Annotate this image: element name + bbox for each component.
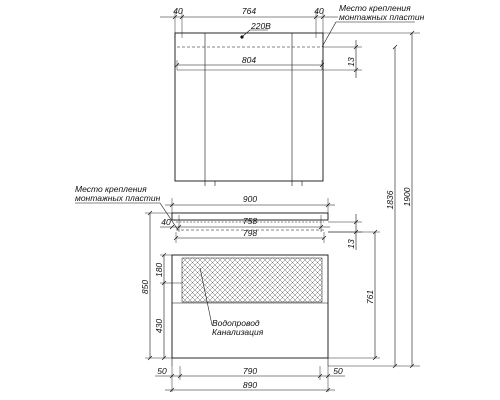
- mount-label-vanity-line1: Место крепления: [75, 184, 147, 194]
- dim-mirror-mount-offset: 13: [346, 57, 356, 67]
- dim-vanity-left-gap: 40: [161, 217, 171, 227]
- vanity-unit: [75, 184, 380, 392]
- mount-label-mirror-line2: монтажных пластин: [339, 12, 425, 22]
- dim-bottom-mid: 790: [242, 366, 258, 376]
- dim-mirror-left-gap: 40: [173, 6, 183, 16]
- dim-vanity-761: 761: [365, 289, 375, 305]
- dim-vanity-850: 850: [140, 279, 150, 295]
- overall-heights: [323, 31, 420, 368]
- power-label: 220В: [251, 21, 271, 31]
- dim-vanity-top-width: 900: [242, 194, 258, 204]
- plumbing-label-line2: Канализация: [212, 327, 264, 337]
- mount-label-vanity-line2: монтажных пластин: [75, 193, 161, 203]
- dim-bottom-left: 50: [157, 366, 167, 376]
- mirror-cabinet: [160, 3, 425, 186]
- mount-label-mirror-line1: Место крепления: [339, 3, 411, 13]
- dim-height-1900: 1900: [402, 187, 412, 207]
- dim-vanity-mount-offset: 13: [346, 239, 356, 249]
- dim-vanity-798: 798: [242, 228, 258, 238]
- dim-mirror-right-gap: 40: [314, 6, 324, 16]
- dim-height-1836: 1836: [385, 190, 395, 210]
- plumbing-label-line1: Водопровод: [212, 318, 260, 328]
- dim-vanity-180: 180: [154, 262, 164, 278]
- dim-mirror-inner: 804: [241, 55, 257, 65]
- mount-leader-mirror: [322, 22, 336, 47]
- dim-mirror-width: 764: [241, 6, 257, 16]
- plumbing-zone: [182, 258, 322, 302]
- dim-bottom-total: 890: [242, 380, 258, 390]
- dim-vanity-758: 758: [242, 216, 258, 226]
- dim-bottom-right: 50: [333, 366, 343, 376]
- dim-vanity-430: 430: [154, 318, 164, 334]
